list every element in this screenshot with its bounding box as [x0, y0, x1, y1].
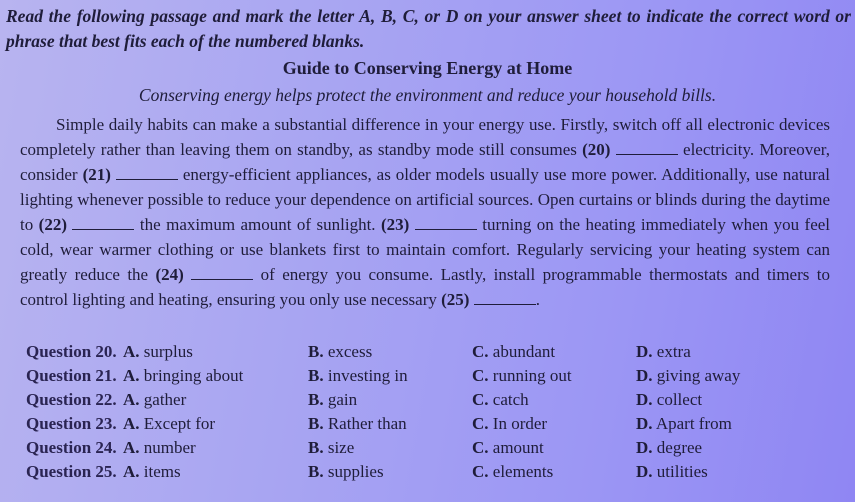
blank-22[interactable] — [72, 214, 134, 230]
option-letter: A. — [123, 462, 140, 481]
option-letter: B. — [308, 414, 324, 433]
blank-number-24: (24) — [155, 265, 184, 284]
option-letter: D. — [636, 342, 653, 361]
option-b[interactable] — [308, 390, 357, 410]
passage-subtitle: Conserving energy helps protect the environment and reduce your household bills. — [138, 85, 717, 105]
option-c[interactable] — [472, 462, 553, 482]
option-a[interactable] — [123, 462, 181, 482]
option-b[interactable] — [308, 438, 354, 458]
option-letter: B. — [308, 342, 324, 361]
option-text: running out — [492, 366, 572, 385]
option-text: abundant — [492, 342, 556, 361]
option-text: gain — [327, 390, 358, 409]
option-text: degree — [656, 438, 703, 457]
option-text: collect — [656, 390, 703, 409]
option-letter: C. — [472, 414, 489, 433]
question-label: Question 24. — [26, 438, 117, 457]
option-letter: A. — [123, 438, 140, 457]
blank-number-25: (25) — [441, 290, 470, 309]
question-label: Question 21. — [26, 366, 117, 385]
option-letter: B. — [308, 438, 324, 457]
option-b[interactable] — [308, 462, 384, 482]
question-label: Question 20. — [26, 342, 117, 361]
option-letter: C. — [472, 366, 489, 385]
option-text: Except for — [143, 414, 216, 433]
option-letter: A. — [123, 390, 140, 409]
question-list — [26, 342, 826, 486]
option-letter: C. — [472, 438, 489, 457]
blank-number-20: (20) — [582, 140, 611, 159]
option-letter: B. — [308, 366, 324, 385]
question-label: Question 25. — [26, 462, 117, 481]
option-c[interactable] — [472, 366, 572, 386]
option-letter: D. — [636, 414, 653, 433]
passage-title: Guide to Conserving Energy at Home — [282, 58, 573, 78]
option-d[interactable] — [636, 366, 740, 386]
option-text: investing in — [327, 366, 408, 385]
option-letter: D. — [636, 390, 653, 409]
passage-text: the maximum amount of sunlight. — [134, 215, 382, 234]
option-text: bringing about — [143, 366, 244, 385]
blank-21[interactable] — [116, 164, 178, 180]
option-text: amount — [492, 438, 544, 457]
option-letter: B. — [308, 462, 324, 481]
passage-text: Simple daily habits can make a substantial difference in your energy use. Firstly, switch off all electronic devices completely rather than leaving them on standby, as standby mode still consumes — [20, 115, 830, 159]
option-d[interactable] — [636, 414, 732, 434]
option-text: number — [143, 438, 196, 457]
option-a[interactable] — [123, 438, 196, 458]
option-text: elements — [492, 462, 554, 481]
option-text: giving away — [656, 366, 741, 385]
option-text: excess — [327, 342, 373, 361]
instructions: Read the following passage and mark the letter A, B, C, or D on your answer sheet to indicate the correct word or phrase that best fits each of the numbered blanks. — [6, 6, 851, 51]
option-b[interactable] — [308, 342, 372, 362]
option-letter: C. — [472, 342, 489, 361]
blank-number-21: (21) — [82, 165, 111, 184]
option-d[interactable] — [636, 462, 708, 482]
passage-text: electricity. Moreover, consider — [20, 140, 830, 184]
option-letter: D. — [636, 438, 653, 457]
option-text: surplus — [143, 342, 193, 361]
option-b[interactable] — [308, 414, 407, 434]
option-letter: C. — [472, 462, 489, 481]
option-text: utilities — [656, 462, 708, 481]
option-letter: D. — [636, 462, 653, 481]
option-d[interactable] — [636, 342, 691, 362]
question-label: Question 22. — [26, 390, 117, 409]
option-text: Rather than — [327, 414, 407, 433]
option-text: supplies — [327, 462, 384, 481]
option-a[interactable] — [123, 342, 193, 362]
passage-text: of energy you consume. Lastly, install programmable thermostats and timers to control lighting and heating, ensuring you only use necessary — [20, 265, 831, 309]
option-a[interactable] — [123, 414, 215, 434]
blank-number-23: (23) — [381, 215, 410, 234]
option-letter: A. — [123, 366, 140, 385]
option-text: gather — [143, 390, 187, 409]
option-letter: B. — [308, 390, 324, 409]
blank-24[interactable] — [191, 264, 253, 280]
passage-text: turning on the heating immediately when you feel cold, wear warmer clothing or use blankets first to maintain comfort. Regularly servicing your heating system can greatly reduce the — [20, 215, 831, 284]
option-letter: D. — [636, 366, 653, 385]
option-text: size — [327, 438, 355, 457]
option-letter: A. — [123, 342, 140, 361]
option-text: catch — [492, 390, 529, 409]
blank-23[interactable] — [415, 214, 477, 230]
option-b[interactable] — [308, 366, 408, 386]
option-a[interactable] — [123, 366, 243, 386]
blank-number-22: (22) — [38, 215, 67, 234]
question-row — [26, 438, 826, 462]
option-text: Apart from — [655, 414, 732, 433]
option-d[interactable] — [636, 390, 702, 410]
option-text: In order — [492, 414, 548, 433]
blank-25[interactable] — [474, 289, 536, 305]
question-row — [26, 366, 826, 390]
option-c[interactable] — [472, 414, 547, 434]
passage-text: energy-efficient appliances, as older models usually use more power. Additionally, use natural lighting whenever possible to reduce your dependence on artificial sources. Open curtains or blinds during the daytime to — [20, 165, 831, 234]
question-row — [26, 462, 826, 486]
question-row — [26, 342, 826, 366]
question-label: Question 23. — [26, 414, 117, 433]
option-text: items — [143, 462, 181, 481]
passage-text: . — [535, 290, 540, 309]
question-row — [26, 390, 826, 414]
blank-20[interactable] — [616, 139, 678, 155]
option-d[interactable] — [636, 438, 702, 458]
option-letter: A. — [123, 414, 140, 433]
option-letter: C. — [472, 390, 489, 409]
option-c[interactable] — [472, 342, 555, 362]
question-row — [26, 414, 826, 438]
option-c[interactable] — [472, 390, 529, 410]
option-c[interactable] — [472, 438, 544, 458]
passage-body — [20, 112, 830, 312]
option-a[interactable] — [123, 390, 186, 410]
option-text: extra — [656, 342, 691, 361]
passage-paragraph — [20, 112, 830, 312]
